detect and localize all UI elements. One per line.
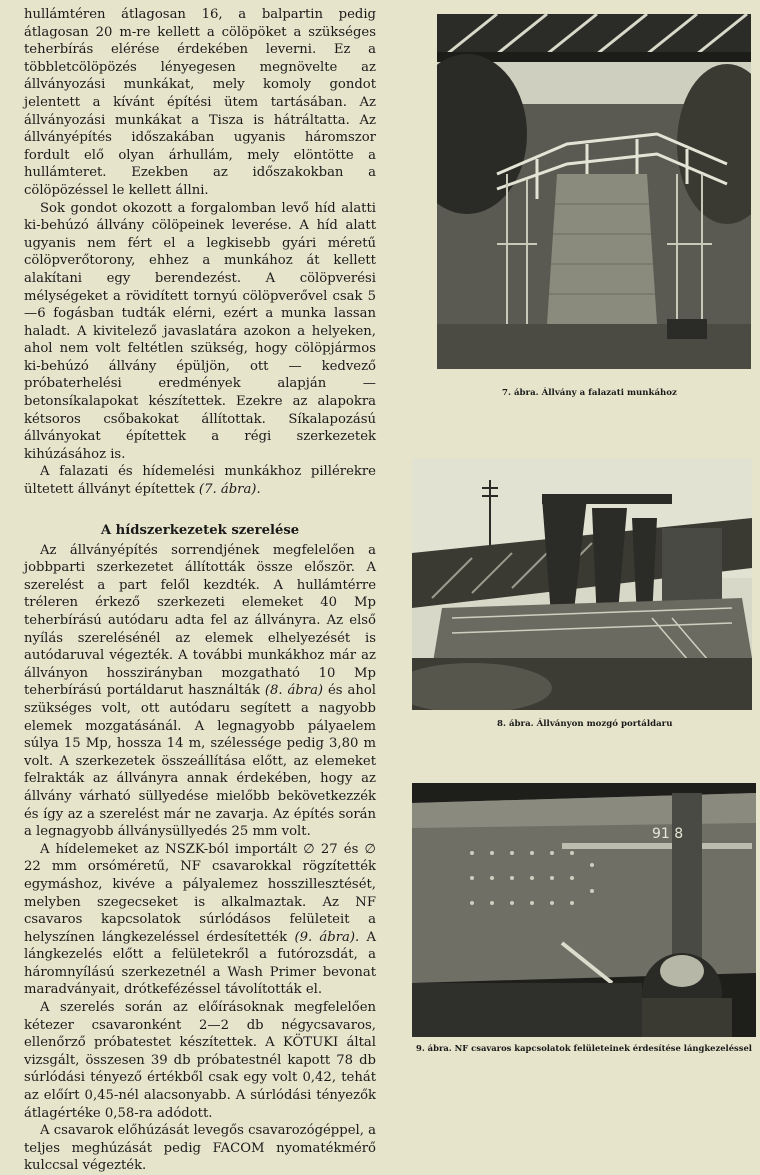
paragraph-4-end: és ahol szükséges volt, ott autódaru segített a nagyobb elemek mozgatásánál. A legnagyobb pályaelem súlya 15 Mp, hossza 14 m, szélessége pedig 3,80 m volt. A szerkezetek összeállítása előtt, az elemeket felrakták az állványra annak érdekében, hogy az állvány várható süllyedése mielőbb bekövetkezzék és így az a szerelést már ne zavarja. Az építés során a legnagyobb állványsüllyedés 25 mm volt.: [24, 683, 376, 840]
figure-9-plate-marking: 91 8: [652, 826, 684, 842]
figure-7-reference: (7. ábra).: [198, 482, 261, 498]
figure-7-photo: [437, 14, 751, 369]
left-text-column: [24, 6, 376, 1175]
figure-8-caption: 8. ábra. Állványon mozgó portáldaru: [497, 719, 673, 729]
figure-9-reference: (9. ábra).: [294, 929, 360, 945]
paragraph-5: [24, 841, 376, 999]
paragraph-3: [24, 463, 376, 498]
paragraph-1: hullámtéren átlagosan 16, a balpartin pedig átlagosan 20 m-re kellett a cölöpöket a szükséges teherbírás elérése érdekében leverni. Ez a többletcölöpözés lényegesen megnövelte az állványozási munkákat, mely komoly gondot jelentett a kívánt építési ütem tartásában. Az állványozási munkákat a Tisza is hátráltatta. Az állványépítés időszakában ugyanis háromszor fordult elő olyan árhullám, mely elöntötte a hullámteret. Ezekben az időszakokban a cölöpözéssel le kellett állni.: [24, 7, 376, 198]
paragraph-4-text: Az állványépítés sorrendjének megfelelően a jobbparti szerkezetet állították össze először. A szerelést a part felől kezdték. A hullámtérre tréleren érkező szerkezeti elemeket 40 Mp teherbírású autódaru adta fel az állványra. Az első nyílás szerelésénél az elemek elhelyezését is autódaruval végezték. A további munkákhoz már az állványon hosszirányban mozgatható 10 Mp teherbírású portáldarut használták: [24, 542, 376, 699]
paragraph-5-text: A hídelemeket az NSZK-ból importált ∅ 27 és ∅ 22 mm orsóméretű, NF csavarokkal rögzítették egymáshoz, kivéve a pályalemez hosszillesztését, melyben szegecseket is alkalmaztak. Az NF csavaros kapcsolatok súrlódásos felületeit a helyszínen lángkezeléssel érdesítették: [24, 841, 376, 945]
paragraph-7: A csavarok előhúzását levegős csavarozógéppel, a teljes meghúzását pedig FACOM nyomatékmérő kulccsal végezték.: [24, 1123, 376, 1174]
paragraph-3-text: A falazati és hídemelési munkákhoz pillérekre ültetett állványt építettek: [24, 464, 376, 498]
paragraph-4: [24, 542, 376, 841]
figure-7-caption: 7. ábra. Állvány a falazati munkához: [502, 388, 677, 398]
figure-8-photo: [412, 458, 752, 710]
figure-8-reference: (8. ábra): [264, 683, 324, 699]
paragraph-5-end: A lángkezelés előtt a felületekről a futórozsdát, a háromnyílású szerkezetnél a Wash Primer bevonat maradványait, drótkefézéssel távolították el.: [24, 929, 377, 998]
figure-9-caption: 9. ábra. NF csavaros kapcsolatok felületeinek érdesítése lángkezeléssel: [416, 1043, 752, 1053]
figure-9-photo: [412, 783, 756, 1037]
paragraph-6: A szerelés során az előírásoknak megfelelően kétezer csavaronként 2—2 db négycsavaros, ellenőrző próbatestet készítettek. A KÖTUKI által vizsgált, összesen 39 db próbatestnél kapott 78 db súrlódási tényező értékből csak egy volt 0,42, tehát az előírt 0,45-nél alacsonyabb. A súrlódási tényezők átlagértéke 0,58-ra adódott.: [24, 1000, 376, 1121]
paragraph-2: Sok gondot okozott a forgalomban levő híd alatti ki-behúzó állvány cölöpeinek leverése. A híd alatt ugyanis nem fért el a legkisebb gyári méretű cölöpverőtorony, ehhez a munkához át kellett alakítani egy berendezést. A cölöpverési mélységeket a rövidített tornyú cölöpverővel csak 5—6 fogásban tudták elérni, ezért a munka lassan haladt. A kivitelező javaslatára azokon a helyeken, ahol nem volt feltétlen szükség, hogy cölöpjármos ki-behúzó állvány épüljön, ott — kedvező próbaterhelési eredmények alapján — betonsíkalapokat készítettek. Ezekre az alapokra kétsoros csőbakokat állítottak. Síkalapozású állványokat építettek a régi szerkezetek kihúzásához is.: [24, 200, 376, 462]
section-heading: A hídszerkezetek szerelése: [100, 522, 300, 538]
